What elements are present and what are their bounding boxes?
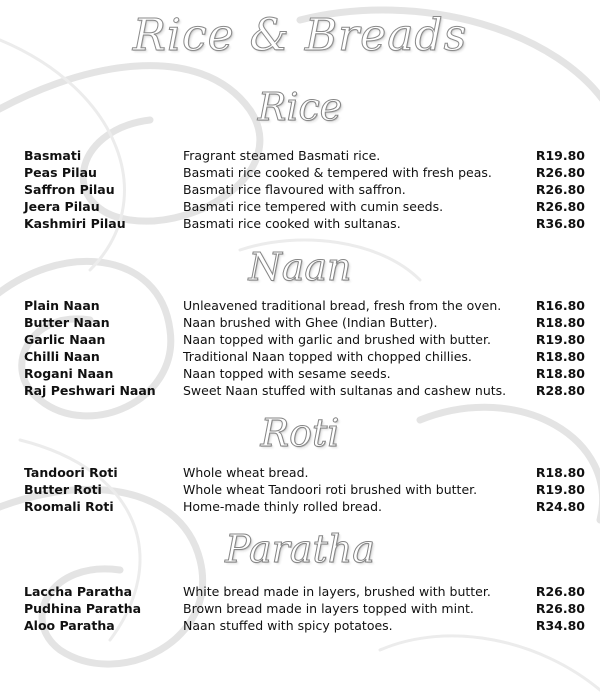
item-name: Roomali Roti <box>24 499 114 514</box>
page-title: Rice & Breads <box>132 10 468 61</box>
item-name: Raj Peshwari Naan <box>24 383 156 398</box>
item-name: Tandoori Roti <box>24 465 118 480</box>
menu-item <box>24 181 585 198</box>
menu-item <box>24 215 585 232</box>
item-description: Sweet Naan stuffed with sultanas and cashew nuts. <box>183 383 507 398</box>
item-description: Brown bread made in layers topped with mint. <box>183 601 474 616</box>
rice-list <box>24 147 585 232</box>
item-description: Traditional Naan topped with chopped chillies. <box>183 349 472 364</box>
item-description: Unleavened traditional bread, fresh from the oven. <box>183 298 502 313</box>
item-name: Chilli Naan <box>24 349 100 364</box>
roti-list <box>24 464 585 515</box>
item-name: Basmati <box>24 148 82 163</box>
menu-item <box>24 297 585 314</box>
paratha-list <box>24 583 585 634</box>
item-name: Rogani Naan <box>24 366 114 381</box>
item-description: Naan brushed with Ghee (Indian Butter). <box>183 315 438 330</box>
menu-item <box>24 314 585 331</box>
naan-list <box>24 297 585 399</box>
menu-item <box>24 164 585 181</box>
item-name: Kashmiri Pilau <box>24 216 126 231</box>
menu-item <box>24 600 585 617</box>
item-name: Plain Naan <box>24 298 100 313</box>
item-description: Basmati rice cooked & tempered with fresh peas. <box>183 165 492 180</box>
menu-item <box>24 481 585 498</box>
section-title-naan: Naan <box>248 245 352 289</box>
item-price: R26.80 <box>535 584 585 599</box>
item-description: Naan topped with sesame seeds. <box>183 366 391 381</box>
item-price: R19.80 <box>535 332 585 347</box>
item-price: R16.80 <box>535 298 585 313</box>
item-name: Butter Roti <box>24 482 102 497</box>
item-price: R19.80 <box>535 482 585 497</box>
item-price: R26.80 <box>535 199 585 214</box>
item-price: R36.80 <box>535 216 585 231</box>
item-price: R34.80 <box>535 618 585 633</box>
item-price: R24.80 <box>535 499 585 514</box>
item-description: Naan topped with garlic and brushed with butter. <box>183 332 491 347</box>
item-price: R26.80 <box>535 601 585 616</box>
item-description: Naan stuffed with spicy potatoes. <box>183 618 393 633</box>
item-description: Fragrant steamed Basmati rice. <box>183 148 381 163</box>
menu-item <box>24 583 585 600</box>
item-description: Basmati rice cooked with sultanas. <box>183 216 401 231</box>
menu-item <box>24 498 585 515</box>
menu-item <box>24 382 585 399</box>
item-price: R26.80 <box>535 165 585 180</box>
menu-item <box>24 464 585 481</box>
item-name: Laccha Paratha <box>24 584 133 599</box>
item-name: Aloo Paratha <box>24 618 115 633</box>
item-name: Saffron Pilau <box>24 182 115 197</box>
menu-item <box>24 365 585 382</box>
item-name: Garlic Naan <box>24 332 106 347</box>
item-description: White bread made in layers, brushed with butter. <box>183 584 491 599</box>
menu-item <box>24 348 585 365</box>
item-price: R18.80 <box>535 315 585 330</box>
item-price: R18.80 <box>535 366 585 381</box>
menu-item <box>24 331 585 348</box>
item-price: R18.80 <box>535 465 585 480</box>
section-title-rice: Rice <box>257 85 343 129</box>
menu-item <box>24 198 585 215</box>
item-price: R26.80 <box>535 182 585 197</box>
item-description: Whole wheat Tandoori roti brushed with butter. <box>183 482 478 497</box>
item-price: R28.80 <box>535 383 585 398</box>
menu-item <box>24 147 585 164</box>
menu-item <box>24 617 585 634</box>
section-title-paratha: Paratha <box>225 527 375 571</box>
section-title-roti: Roti <box>260 411 340 455</box>
item-price: R18.80 <box>535 349 585 364</box>
item-description: Basmati rice tempered with cumin seeds. <box>183 199 444 214</box>
item-name: Jeera Pilau <box>24 199 100 214</box>
item-name: Butter Naan <box>24 315 110 330</box>
item-name: Peas Pilau <box>24 165 97 180</box>
item-description: Whole wheat bread. <box>183 465 309 480</box>
item-price: R19.80 <box>535 148 585 163</box>
item-description: Home-made thinly rolled bread. <box>183 499 383 514</box>
item-description: Basmati rice flavoured with saffron. <box>183 182 406 197</box>
item-name: Pudhina Paratha <box>24 601 142 616</box>
